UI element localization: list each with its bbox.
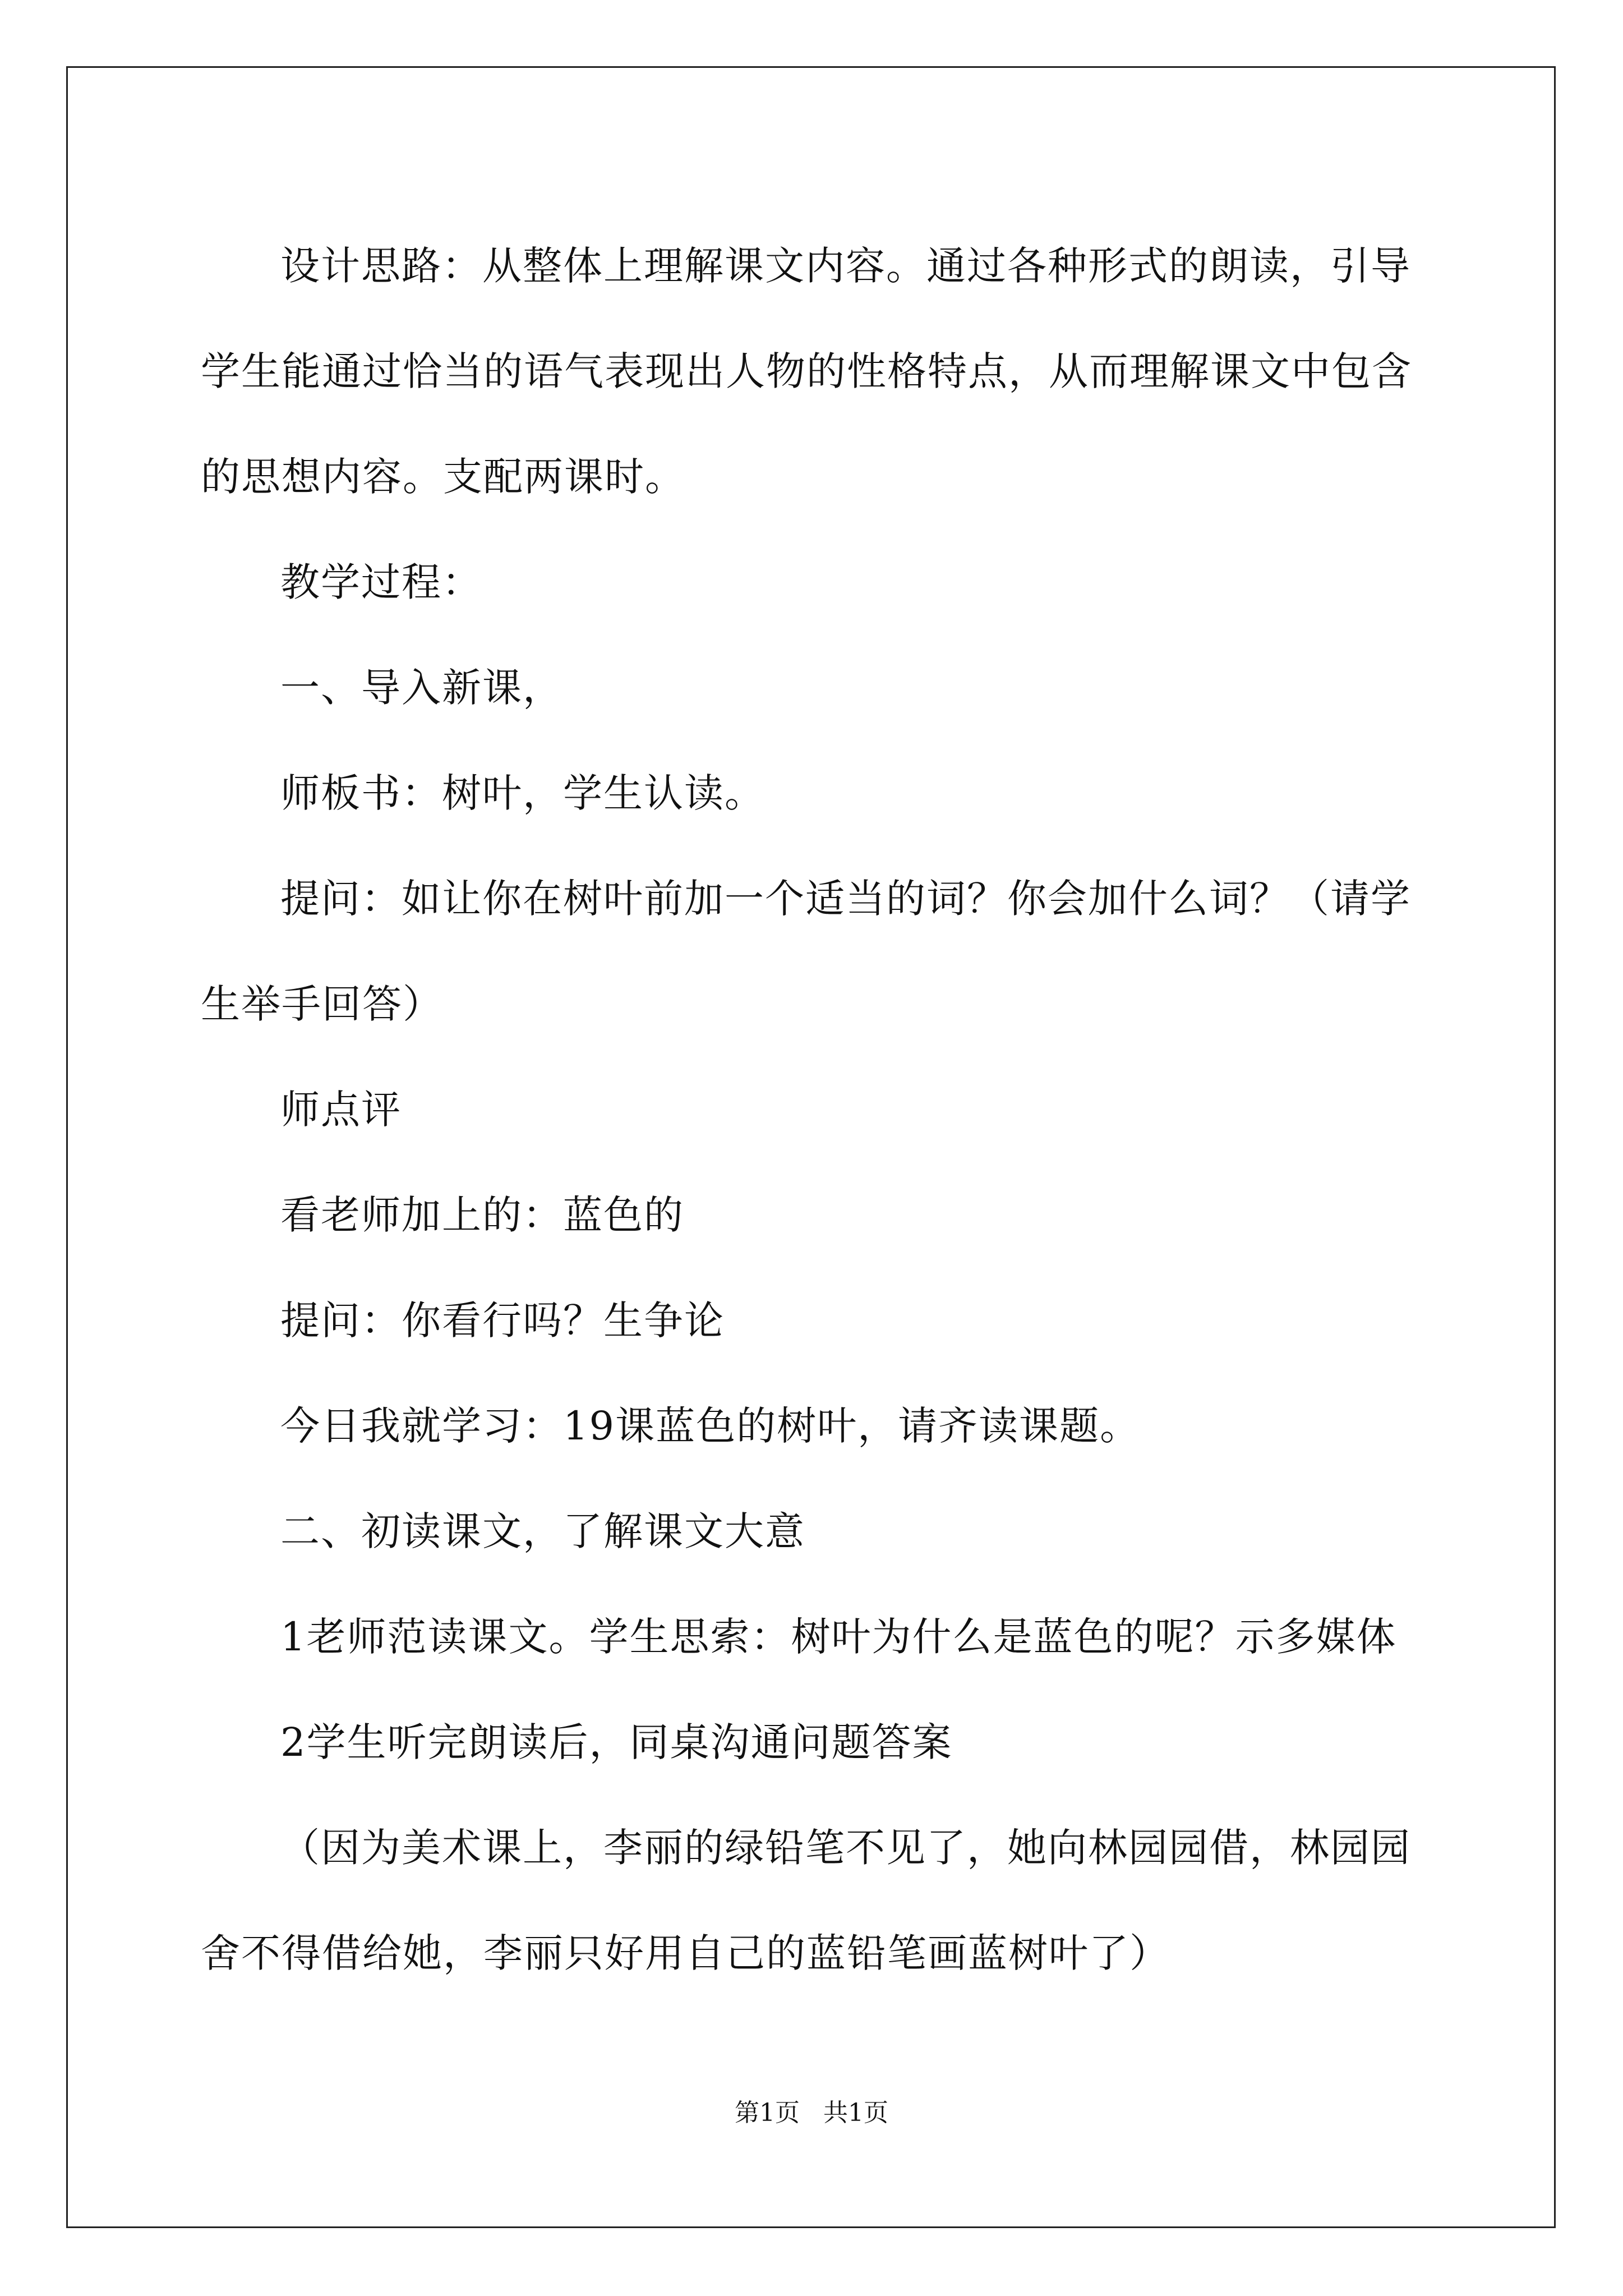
paragraph-step-one: 1老师范读课文。学生思索：树叶为什么是蓝色的呢？示多媒体 <box>280 1614 1397 1660</box>
paragraph-question-one: 提问：如让你在树叶前加一个适当的词？你会加什么词？（请学生举手回答） <box>201 876 1411 1027</box>
paragraph-section-one: 一、导入新课， <box>280 665 563 711</box>
paragraph-design-idea: 设计思路：从整体上理解课文内容。通过各种形式的朗读，引导学生能通过恰当的语气表现出人物的性格特点，从而理解课文中包含的思想内容。支配两课时。 <box>201 243 1412 500</box>
page-number-total: 共1页 <box>823 2099 888 2127</box>
paragraph-answer: （因为美术课上，李丽的绿铅笔不见了，她向林园园借，林园园舍不得借给她，李丽只好用自己的蓝铅笔画蓝树叶了） <box>201 1825 1411 1976</box>
paragraph-question-two: 提问：你看行吗？生争论 <box>280 1297 725 1343</box>
paragraph-step-two: 2学生听完朗读后，同桌沟通问题答案 <box>280 1719 953 1765</box>
paragraph-blackboard: 师板书：树叶，学生认读。 <box>280 770 765 816</box>
paragraph-today-lesson: 今日我就学习：19课蓝色的树叶，请齐读课题。 <box>280 1403 1141 1449</box>
document-body <box>201 213 1429 2006</box>
paragraph-teaching-process: 教学过程： <box>280 559 482 605</box>
paragraph-comment: 师点评 <box>280 1087 402 1133</box>
paragraph-teacher-added: 看老师加上的：蓝色的 <box>280 1192 684 1238</box>
page-number-current: 第1页 <box>735 2099 800 2127</box>
paragraph-section-two: 二、初读课文，了解课文大意 <box>280 1508 805 1554</box>
page-footer <box>0 2092 1623 2128</box>
